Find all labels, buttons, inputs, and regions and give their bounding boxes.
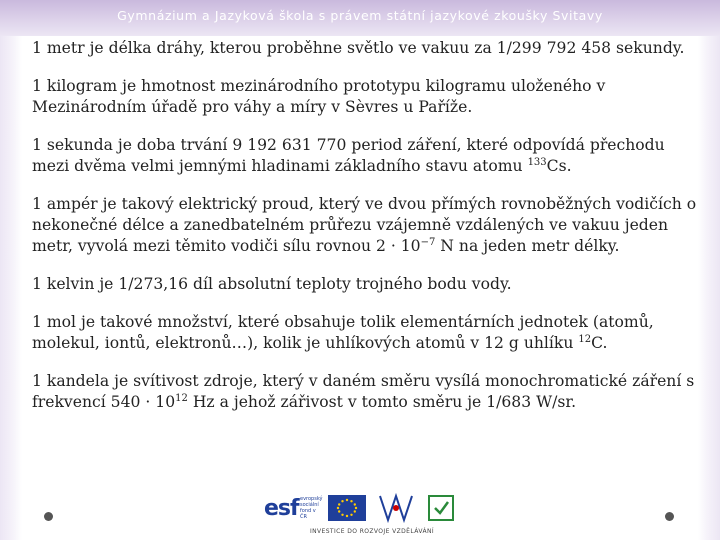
esf-logo-text: esf	[264, 496, 299, 521]
definition-kandela-tail: Hz a jehož zářivost v tomto směru je 1/683 W/sr.	[187, 393, 577, 411]
definition-mol-sup: 12	[578, 334, 592, 345]
definition-sekunda	[32, 135, 702, 177]
definitions-list	[32, 38, 702, 430]
definition-sekunda-tail: Cs.	[546, 157, 572, 175]
definition-kandela	[32, 371, 702, 413]
definition-mol	[32, 312, 702, 354]
definition-kandela-sup: 12	[175, 393, 188, 404]
op-vk-logo	[426, 493, 456, 523]
definition-amper-text: 1 ampér je takový elektrický proud, který ve dvou přímých rovnoběžných vodičích o nekonečné délce a zanedbatelném průřezu vzájemně vzdálených ve vakuu jeden metr, vyvolá mezi těmito vodiči sílu rovnou 2 · 10	[32, 195, 697, 255]
definition-metr: 1 metr je délka dráhy, kterou proběhne světlo ve vakuu za 1/299 792 458 sekundy.	[32, 39, 685, 57]
definition-mol-text: 1 mol je takové množství, které obsahuje tolik elementárních jednotek (atomů, molekul, iontů, elektronů…), kolik je uhlíkových atomů v 12 g uhlíku	[32, 313, 654, 352]
left-side-band	[0, 36, 22, 540]
esf-logo-caption: evropský sociální fond v ČR	[300, 496, 323, 520]
definition-amper-sup: −7	[420, 237, 436, 248]
definition-sekunda-sup: 133	[527, 157, 547, 168]
eu-flag-icon	[328, 495, 366, 521]
definition-kandela-text: 1 kandela je svítivost zdroje, který v daném směru vysílá monochromatické záření s frekvencí 540 · 10	[32, 372, 695, 411]
funding-caption: INVESTICE DO ROZVOJE VZDĚLÁVÁNÍ	[309, 528, 435, 535]
definition-amper-tail: N na jeden metr délky.	[435, 237, 620, 255]
left-bullet-dot	[44, 512, 53, 521]
right-bullet-dot	[665, 512, 674, 521]
definition-kelvin: 1 kelvin je 1/273,16 díl absolutní teploty trojného bodu vody.	[32, 275, 512, 293]
definition-sekunda-text: 1 sekunda je doba trvání 9 192 631 770 period záření, které odpovídá přechodu mezi dvěma velmi jemnými hladinami základního stavu atomu	[32, 136, 665, 175]
definition-kilogram: 1 kilogram je hmotnost mezinárodního prototypu kilogramu uloženého v Mezinárodním úřadě pro váhy a míry v Sèvres u Paříže.	[32, 77, 606, 116]
msmt-logo	[372, 492, 420, 524]
page-header-title: Gymnázium a Jazyková škola s právem státní jazykové zkoušky Svitavy	[117, 8, 603, 23]
funding-logo-bar	[262, 490, 482, 538]
esf-logo	[262, 492, 322, 524]
definition-mol-tail: C.	[591, 334, 608, 352]
definition-amper	[32, 194, 702, 257]
